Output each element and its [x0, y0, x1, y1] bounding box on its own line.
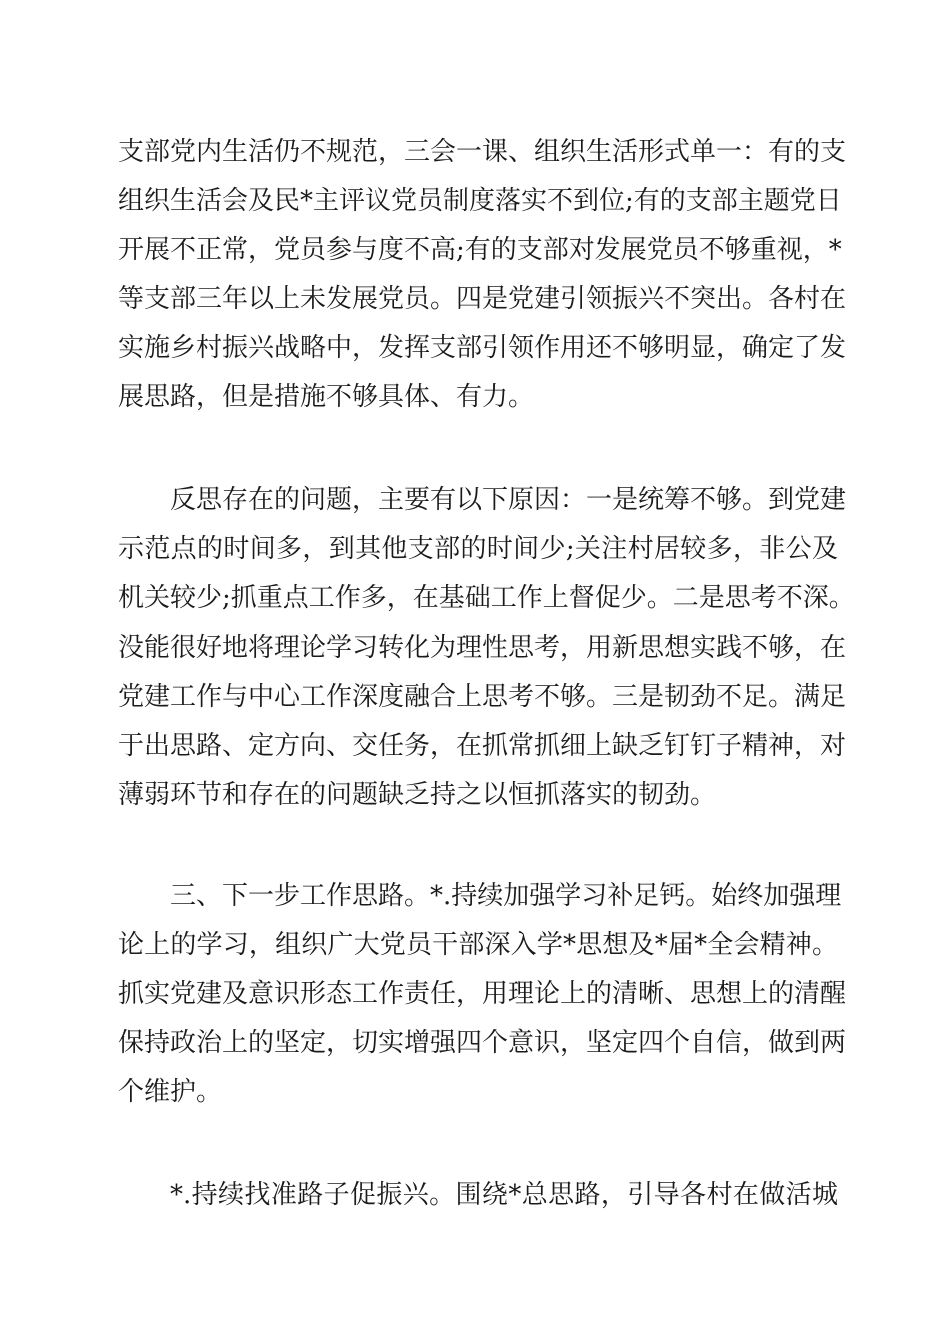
text-line: 论上的学习，组织广大党员干部深入学*思想及*届*全会精神。 [118, 930, 838, 960]
text-line: *.持续找准路子促振兴。围绕*总思路，引导各村在做活城 [170, 1180, 838, 1210]
text-line: 个维护。 [118, 1077, 223, 1107]
text-line: 抓实党建及意识形态工作责任，用理论上的清晰、思想上的清醒 [118, 979, 847, 1009]
text-line: 组织生活会及民*主评议党员制度落实不到位;有的支部主题党日 [118, 186, 842, 216]
text-line: 等支部三年以上未发展党员。四是党建引领振兴不突出。各村在 [118, 284, 847, 314]
text-line: 三、下一步工作思路。*.持续加强学习补足钙。始终加强理 [170, 881, 842, 911]
text-line: 薄弱环节和存在的问题缺乏持之以恒抓落实的韧劲。 [118, 780, 717, 810]
text-line: 展思路，但是措施不够具体、有力。 [118, 382, 535, 412]
text-line: 没能很好地将理论学习转化为理性思考，用新思想实践不够，在 [118, 633, 847, 663]
text-line: 反思存在的问题，主要有以下原因：一是统筹不够。到党建 [170, 485, 847, 515]
text-line: 党建工作与中心工作深度融合上思考不够。三是韧劲不足。满足 [118, 682, 847, 712]
text-line: 支部党内生活仍不规范，三会一课、组织生活形式单一：有的支 [118, 137, 847, 167]
text-line: 示范点的时间多，到其他支部的时间少;关注村居较多，非公及 [118, 534, 838, 564]
text-line: 保持政治上的坚定，切实增强四个意识，坚定四个自信，做到两 [118, 1028, 847, 1058]
text-line: 机关较少;抓重点工作多，在基础工作上督促少。二是思考不深。 [118, 583, 855, 613]
text-line: 于出思路、定方向、交任务，在抓常抓细上缺乏钉钉子精神，对 [118, 731, 847, 761]
text-line: 开展不正常，党员参与度不高;有的支部对发展党员不够重视，* [118, 235, 842, 265]
text-line: 实施乡村振兴战略中，发挥支部引领作用还不够明显，确定了发 [118, 333, 847, 363]
